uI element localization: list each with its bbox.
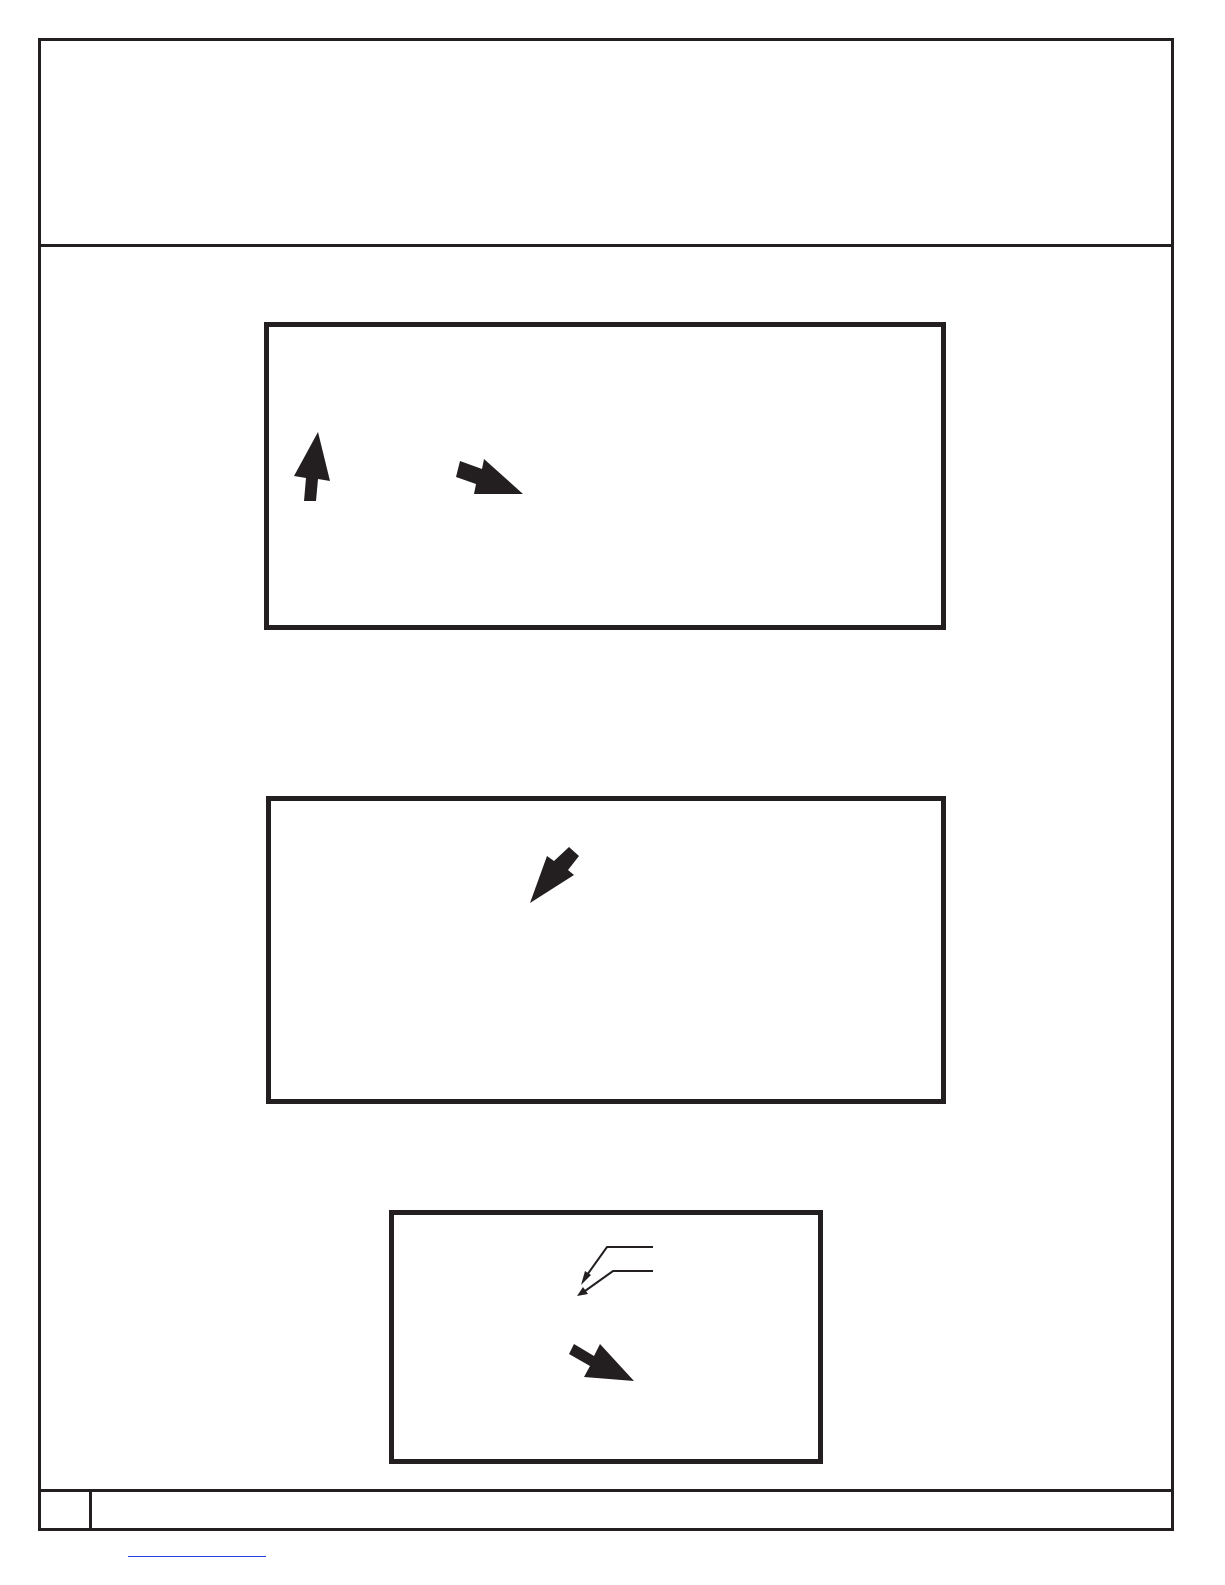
figure-1-box bbox=[264, 322, 946, 630]
footer-area bbox=[41, 1489, 1171, 1528]
figure-2-box bbox=[266, 796, 946, 1104]
leader-arrow-lower-icon bbox=[569, 1237, 659, 1302]
figure-3-box bbox=[389, 1210, 823, 1464]
up-arrow-icon bbox=[289, 429, 334, 509]
down-left-arrow-icon bbox=[521, 841, 586, 913]
right-down-arrow-icon bbox=[566, 1339, 641, 1394]
right-down-arrow-icon bbox=[452, 457, 532, 502]
page-number-cell bbox=[41, 1492, 92, 1528]
header-area bbox=[41, 41, 1171, 247]
page-link-underline[interactable] bbox=[128, 1556, 266, 1557]
